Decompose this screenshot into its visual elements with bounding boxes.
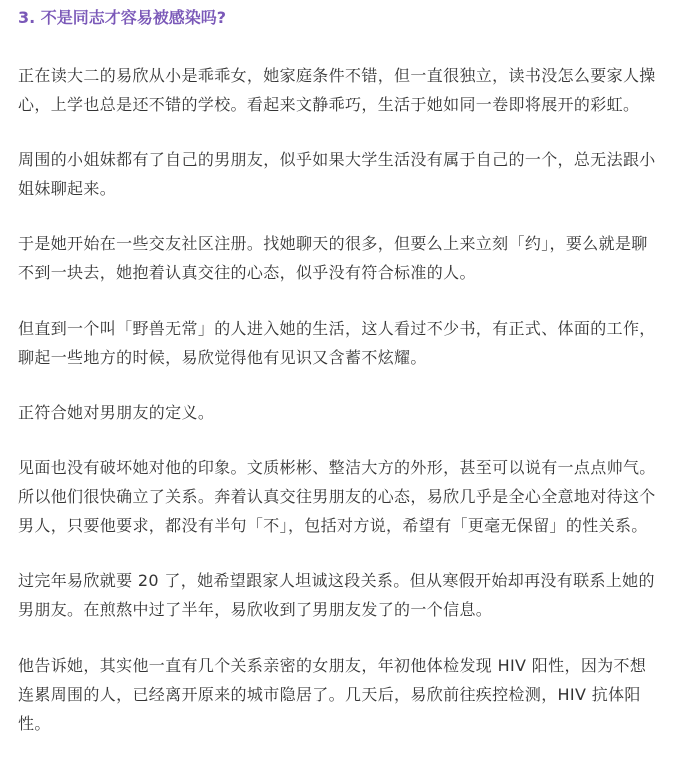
paragraph-3 <box>18 229 668 287</box>
paragraph-line: 男人，只要他要求，都没有半句「不」，包括对方说，希望有「更毫无保留」的性关系。 <box>18 516 648 535</box>
paragraph-line: 不到一块去，她抱着认真交往的心态，似乎没有符合标准的人。 <box>18 263 476 282</box>
paragraph-line: 但直到一个叫「野兽无常」的人进入她的生活，这人看过不少书，有正式、体面的工作， <box>18 319 656 338</box>
paragraph-line: 所以他们很快确立了关系。奔着认真交往男朋友的心态，易欣几乎是全心全意地对待这个 <box>18 487 656 506</box>
paragraph-4 <box>18 314 668 372</box>
paragraph-2 <box>18 145 668 203</box>
paragraph-line: 周围的小姐妹都有了自己的男朋友，似乎如果大学生活没有属于自己的一个，总无法跟小 <box>18 150 656 169</box>
paragraph-1 <box>18 61 668 119</box>
paragraph-line: 他告诉她，其实他一直有几个关系亲密的女朋友，年初他体检发现 HIV 阳性，因为不想 <box>18 656 647 675</box>
paragraph-line: 正在读大二的易欣从小是乖乖女，她家庭条件不错，但一直很独立，读书没怎么要家人操 <box>18 66 656 85</box>
paragraph-line: 姐妹聊起来。 <box>18 179 117 198</box>
paragraph-line: 男朋友。在煎熬中过了半年，易欣收到了男朋友发了的一个信息。 <box>18 600 493 619</box>
paragraph-8 <box>18 651 668 738</box>
paragraph-line: 心，上学也总是还不错的学校。看起来文静乖巧，生活于她如同一卷即将展开的彩虹。 <box>18 95 640 114</box>
paragraph-6 <box>18 453 668 540</box>
paragraph-line: 于是她开始在一些交友社区注册。找她聊天的很多，但要么上来立刻「约」，要么就是聊 <box>18 234 648 253</box>
paragraph-line: 见面也没有破坏她对他的印象。文质彬彬、整洁大方的外形，甚至可以说有一点点帅气。 <box>18 458 656 477</box>
paragraph-line: 性。 <box>18 714 51 733</box>
paragraph-line: 正符合她对男朋友的定义。 <box>18 403 215 422</box>
section-heading: 3. 不是同志才容易被感染吗? <box>18 8 227 27</box>
paragraph-line: 聊起一些地方的时候，易欣觉得他有见识又含蓄不炫耀。 <box>18 348 427 367</box>
paragraph-line: 连累周围的人，已经离开原来的城市隐居了。几天后，易欣前往疾控检测，HIV 抗体阳 <box>18 685 641 704</box>
paragraph-line: 过完年易欣就要 20 了，她希望跟家人坦诚这段关系。但从寒假开始却再没有联系上她的 <box>18 571 655 590</box>
paragraph-5 <box>18 398 668 427</box>
paragraph-7 <box>18 566 668 624</box>
